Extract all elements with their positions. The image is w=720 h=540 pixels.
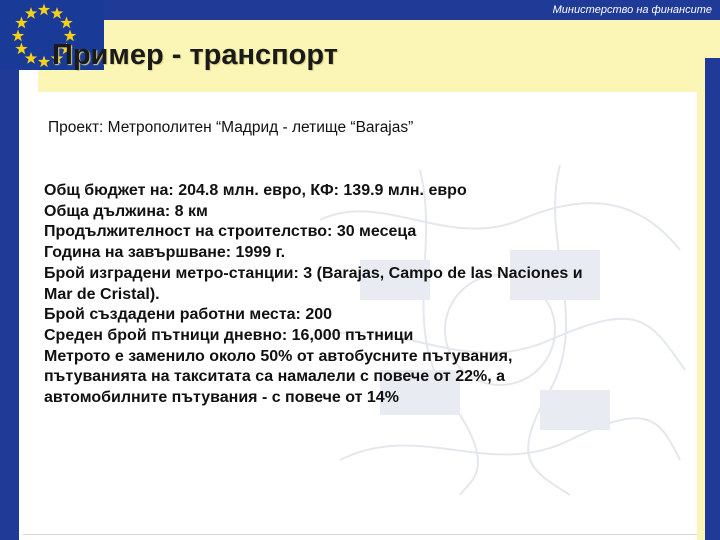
star-icon: [60, 17, 72, 29]
detail-line: Метрото е заменило около 50% от автобусните пътувания,: [44, 347, 513, 365]
star-icon: [25, 52, 37, 64]
project-subtitle: Проект: Метрополитен “Мадрид - летище “Barajas”: [48, 119, 414, 136]
left-blue-strip: [0, 70, 19, 540]
star-icon: [15, 43, 27, 55]
detail-line: Продължителност на строителство: 30 месеца: [44, 223, 417, 241]
star-icon: [12, 30, 24, 42]
right-blue-strip: [705, 58, 720, 540]
star-icon: [51, 7, 63, 19]
ministry-header-bar: [104, 0, 720, 20]
detail-line: пътуванията на такситата са намалели с повече от 22%, а: [44, 368, 506, 386]
project-details: [44, 181, 684, 409]
left-white-strip: [19, 70, 23, 540]
detail-line: Брой изградени метро-станции: 3 (Barajas, Campo de las Naciones и: [44, 264, 583, 282]
slide-title: Пример - транспорт: [52, 39, 338, 71]
star-icon: [38, 56, 50, 68]
star-icon: [25, 7, 37, 19]
detail-line: автомобилните пътувания - с повече от 14%: [44, 389, 399, 407]
ministry-name: Министерство на финансите: [552, 4, 712, 16]
detail-line: Брой създадени работни места: 200: [44, 306, 333, 324]
detail-line: Mar de Cristal).: [44, 285, 160, 303]
detail-line: Година на завършване: 1999 г.: [44, 244, 286, 262]
star-icon: [38, 4, 50, 16]
detail-line: Среден брой пътници дневно: 16,000 пътници: [44, 326, 414, 344]
detail-line: Обща дължина: 8 км: [44, 202, 208, 220]
star-icon: [15, 17, 27, 29]
detail-line: Общ бюджет на: 204.8 млн. евро, КФ: 139.9 млн. евро: [44, 182, 467, 199]
bottom-divider: [23, 534, 697, 535]
